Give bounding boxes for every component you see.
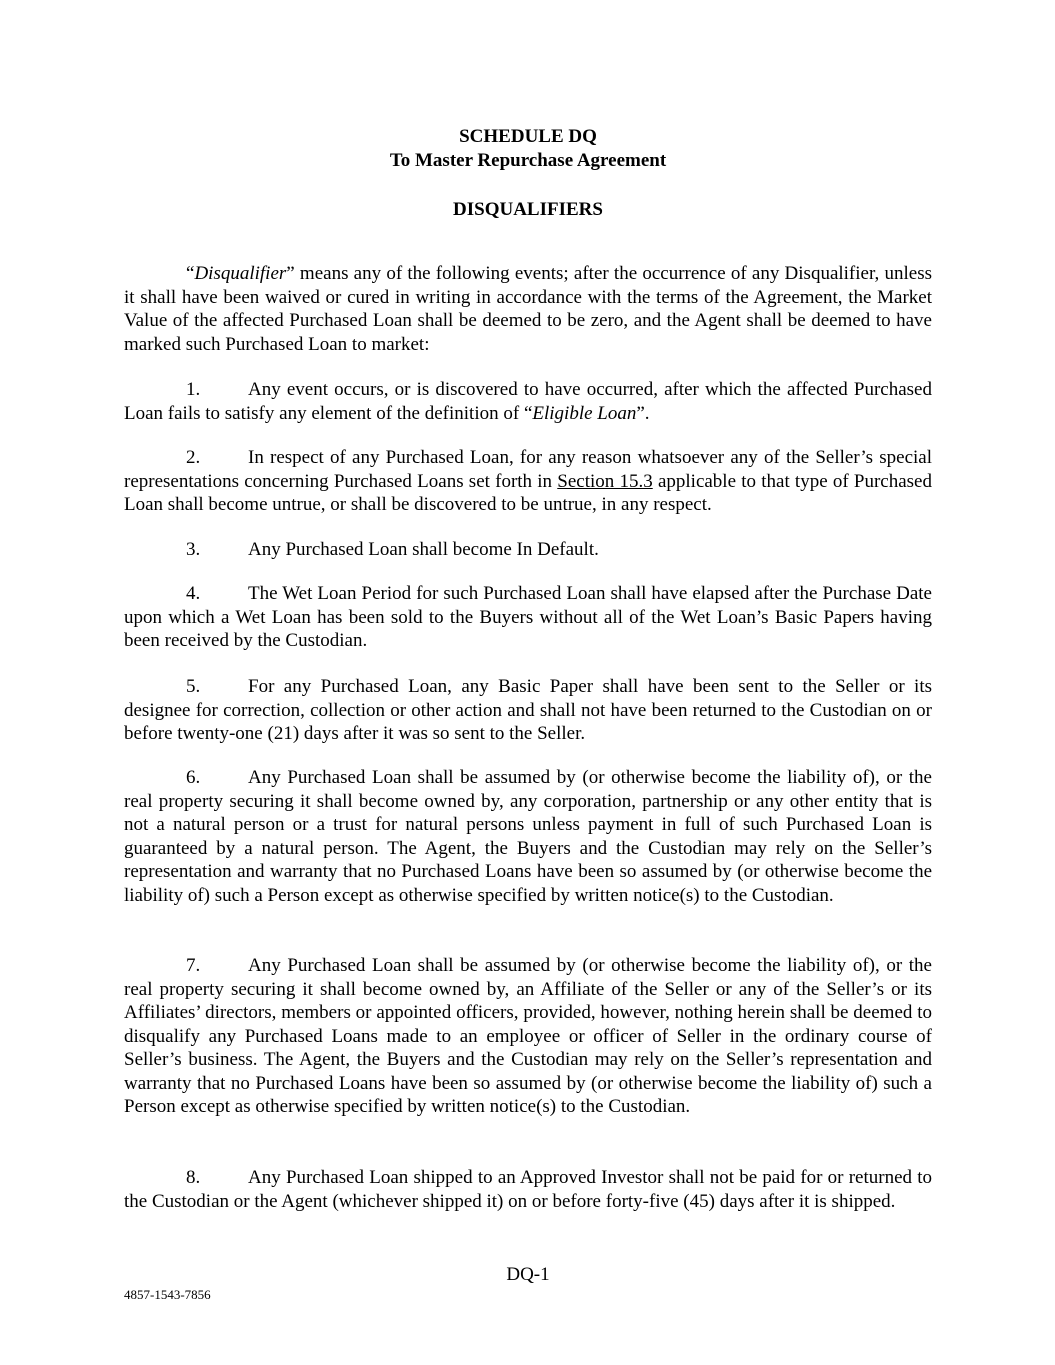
- document-page: [124, 0, 932, 1365]
- section-title: DISQUALIFIERS: [453, 199, 603, 220]
- disqualifier-item: [124, 538, 932, 562]
- item-number: 7.: [186, 955, 201, 976]
- disqualifier-item: [124, 954, 932, 1119]
- intro-open-quote: “: [186, 263, 195, 284]
- item-text: For any Purchased Loan, any Basic Paper shall have been sent to the Seller or its designee for correction, collection or other action and shall not have been returned to the Custodian on or before twenty-one (21) days after it was so sent to the Seller.: [124, 676, 932, 744]
- item-text: In respect of any Purchased Loan, for any reason whatsoever any of the Seller’s special representations concerning Purchased Loans set forth in: [124, 447, 932, 492]
- intro-paragraph: [124, 262, 932, 356]
- item-text: Any Purchased Loan shall become In Default.: [248, 539, 599, 560]
- item-defined-term: Eligible Loan: [532, 402, 637, 424]
- disqualifier-item: [124, 446, 932, 517]
- item-text: The Wet Loan Period for such Purchased Loan shall have elapsed after the Purchase Date upon which a Wet Loan has been sold to the Buyers without all of the Wet Loan’s Basic Papers having been received by the Custodian.: [124, 583, 932, 651]
- section-reference-link[interactable]: Section 15.3: [557, 470, 653, 492]
- item-text: Any Purchased Loan shall be assumed by (or otherwise become the liability of), or the real property securing it shall become owned by, any corporation, partnership or any other entity that is not a natural person or a trust for natural persons unless payment in full of such Purchased Loan is guaranteed by a natural person. The Agent, the Buyers and the Custodian may rely on the Seller’s representation and warranty that no Purchased Loans have been so assumed by (or otherwise become the liability of) such a Person except as otherwise specified by written notice(s) to the Custodian.: [124, 767, 932, 906]
- item-number: 4.: [186, 583, 201, 604]
- schedule-subtitle: To Master Repurchase Agreement: [389, 150, 667, 171]
- intro-text: ” means any of the following events; after the occurrence of any Disqualifier, unless it shall have been waived or cured in writing in accordance with the terms of the Agreement, the Market Value of the affected Purchased Loan shall be deemed to be zero, and the Agent shall be deemed to have marked such Purchased Loan to market:: [124, 263, 932, 355]
- document-id: 4857-1543-7856: [124, 1287, 211, 1302]
- disqualifier-item: [124, 378, 932, 425]
- disqualifier-item: [124, 1166, 932, 1213]
- item-text: Any Purchased Loan shipped to an Approved Investor shall not be paid for or returned to the Custodian or the Agent (whichever shipped it) on or before forty-five (45) days after it is shipped.: [124, 1167, 932, 1212]
- disqualifier-item: [124, 675, 932, 746]
- item-number: 5.: [186, 676, 201, 697]
- item-text-end: applicable to that type of Purchased Loan shall become untrue, or shall be discovered to be untrue, in any respect.: [124, 470, 932, 515]
- item-text: Any Purchased Loan shall be assumed by (or otherwise become the liability of), or the real property securing it shall become owned by, an Affiliate of the Seller or any of the Seller’s or its Affiliates’ directors, members or appointed officers, provided, however, nothing herein shall be deemed to disqualify any Purchased Loans made to an employee or officer of Seller in the ordinary course of Seller’s business. The Agent, the Buyers and the Custodian may rely on the Seller’s representation and warranty that no Purchased Loans have been so assumed by (or otherwise become the liability of) such a Person except as otherwise specified by written notice(s) to the Custodian.: [124, 955, 932, 1117]
- page-number: DQ-1: [506, 1264, 550, 1285]
- disqualifier-item: [124, 582, 932, 653]
- item-number: 6.: [186, 767, 201, 788]
- item-number: 1.: [186, 379, 201, 400]
- disqualifier-item: [124, 766, 932, 907]
- item-text: Any event occurs, or is discovered to have occurred, after which the affected Purchased Loan fails to satisfy any element of the definition of “: [124, 379, 932, 424]
- defined-term: Disqualifier: [194, 263, 287, 284]
- item-number: 2.: [186, 447, 201, 468]
- item-text-end: ”.: [636, 402, 650, 424]
- schedule-title: SCHEDULE DQ: [459, 126, 597, 147]
- item-number: 3.: [186, 539, 201, 560]
- item-number: 8.: [186, 1167, 201, 1188]
